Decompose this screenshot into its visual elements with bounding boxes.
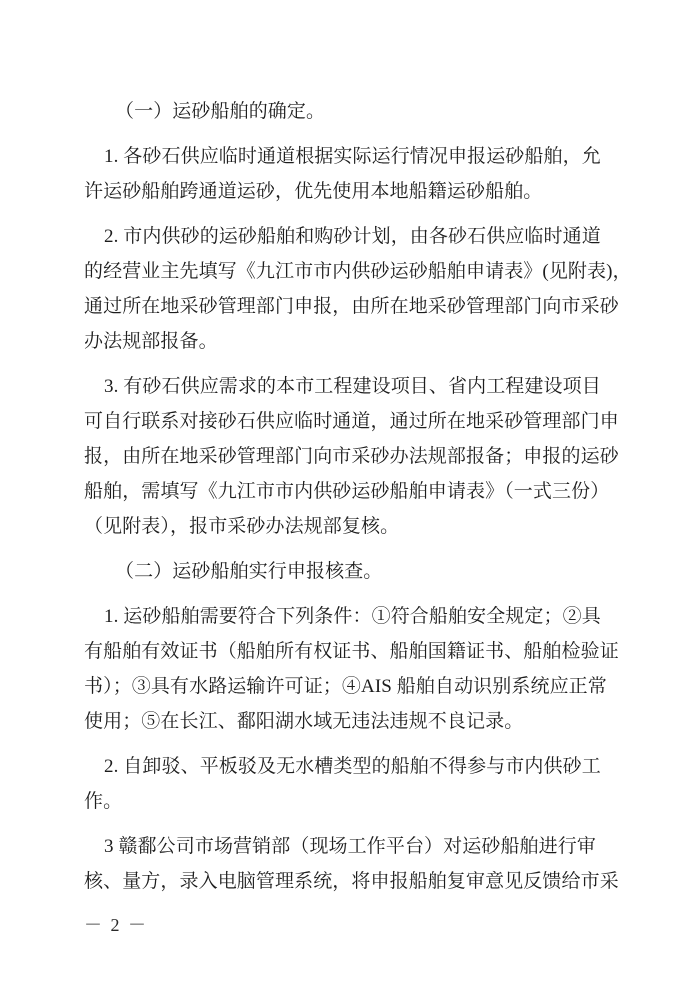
paragraph — [84, 219, 632, 359]
paragraph-line: 使用；⑤在长江、鄱阳湖水域无违法违规不良记录。 — [84, 711, 524, 732]
paragraph — [84, 139, 624, 209]
paragraph-line: 可自行联系对接砂石供应临时通道，通过所在地采砂管理部门申 — [84, 411, 619, 432]
paragraph-line: 报，由所在地采砂管理部门向市采砂办法规部报备；申报的运砂 — [84, 446, 619, 467]
section-heading-line: （二）运砂船舶实行申报核查。 — [115, 561, 383, 582]
paragraph-line: 的经营业主先填写《九江市市内供砂运砂船舶申请表》(见附表)， — [84, 261, 632, 282]
document-body — [84, 94, 632, 909]
paragraph-line: 作。 — [84, 791, 123, 812]
paragraph-line: 3. 有砂石供应需求的本市工程建设项目、省内工程建设项目 — [104, 376, 601, 397]
paragraph-line: 书）；③具有水路运输许可证；④AIS 船舶自动识别系统应正常 — [84, 676, 607, 697]
paragraph — [84, 749, 624, 819]
paragraph-line: 核、量方，录入电脑管理系统，将申报船舶复审意见反馈给市采 — [84, 871, 619, 892]
page-number: － 2 － — [84, 915, 148, 935]
section-heading — [84, 94, 624, 129]
paragraph-line: 通过所在地采砂管理部门申报，由所在地采砂管理部门向市采砂 — [84, 296, 619, 317]
paragraph-line: 2. 市内供砂的运砂船舶和购砂计划，由各砂石供应临时通道 — [104, 226, 601, 247]
paragraph — [84, 369, 624, 544]
paragraph-line: 船舶，需填写《九江市市内供砂运砂船舶申请表》（一式三份） — [84, 481, 610, 502]
paragraph-line: 1. 运砂船舶需要符合下列条件：①符合船舶安全规定；②具 — [104, 606, 601, 627]
paragraph-line: 许运砂船舶跨通道运砂，优先使用本地船籍运砂船舶。 — [84, 181, 543, 202]
paragraph-line: 有船舶有效证书（船舶所有权证书、船舶国籍证书、船舶检验证 — [84, 641, 619, 662]
paragraph-line: 办法规部报备。 — [84, 331, 218, 352]
paragraph — [84, 829, 624, 899]
paragraph-line: （见附表），报市采砂办法规部复核。 — [84, 516, 400, 537]
paragraph-line: 1. 各砂石供应临时通道根据实际运行情况申报运砂船舶，允 — [104, 146, 601, 167]
section-heading — [84, 554, 624, 589]
paragraph-line: 3 赣鄱公司市场营销部（现场工作平台）对运砂船舶进行审 — [104, 836, 596, 857]
paragraph-line: 2. 自卸驳、平板驳及无水槽类型的船舶不得参与市内供砂工 — [104, 756, 601, 777]
paragraph — [84, 599, 624, 739]
section-heading-line: （一）运砂船舶的确定。 — [115, 101, 326, 122]
